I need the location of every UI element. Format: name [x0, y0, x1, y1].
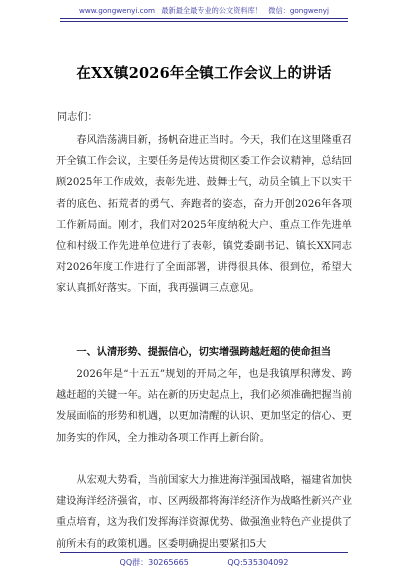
body-paragraph: 春风浩荡满目新，扬帆奋进正当时。今天，我们在这里隆重召开全镇工作会议，主要任务是传达贯彻区委工作会议精神，总结回顾2025年工作成效，表彰先进、鼓舞士气，动员全镇上下以实干者的底色、拓荒者的勇气、奔跑者的姿态，奋力开创2026年各项工作新局面。刚才，我们对2025年度纳税大户、重点工作先进单位和村级工作先进单位进行了表彰，镇党委副书记、镇长XX同志对2026年度工作进行了全面部署，讲得很具体、很到位，希望大家认真抓好落实。下面，我再强调三点意见。	[56, 135, 352, 295]
page-footer	[0, 557, 408, 568]
section-paragraph-block-2	[56, 470, 352, 555]
header-divider	[60, 18, 348, 19]
footer-divider	[60, 552, 348, 553]
section-heading: 一、认清形势、提振信心，切实增强跨越赶超的使命担当	[76, 346, 332, 358]
document-title: 在XX镇2026年全镇工作会议上的讲话	[76, 65, 332, 82]
salutation: 同志们：	[57, 112, 98, 123]
section-paragraph-block	[56, 364, 352, 449]
body-paragraph: 从宏观大势看，当前国家大力推进海洋强国战略，福建省加快建设海洋经济强省，市、区两级都将海洋经济作为战略性新兴产业重点培育，这为我们发挥海洋资源优势、做强渔业特色产业提供了前所未有的政策机遇。区委明确提出要紧扣5大	[56, 475, 352, 550]
header-website[interactable]: www.gongwenyi.com	[78, 6, 156, 15]
page-header	[0, 6, 408, 16]
body-paragraph: 2026年是“十五五”规划的开局之年，也是我镇厚积薄发、跨越赶超的关键一年。站在新的历史起点上，我们必须准确把握当前发展面临的形势和机遇，以更加清醒的认识、更加坚定的信心、更加务实的作风，全力推动各项工作再上新台阶。	[56, 369, 352, 444]
footer-qq-number: QQ:535304092	[227, 558, 289, 567]
header-wechat: 微信：gongwenyj	[268, 6, 330, 15]
intro-paragraph-block	[56, 130, 352, 300]
header-slogan: 最新最全最专业的公文资料库！	[161, 6, 262, 15]
header-divider-secondary	[60, 21, 348, 22]
footer-qq-group: QQ群：30265665	[119, 558, 189, 567]
